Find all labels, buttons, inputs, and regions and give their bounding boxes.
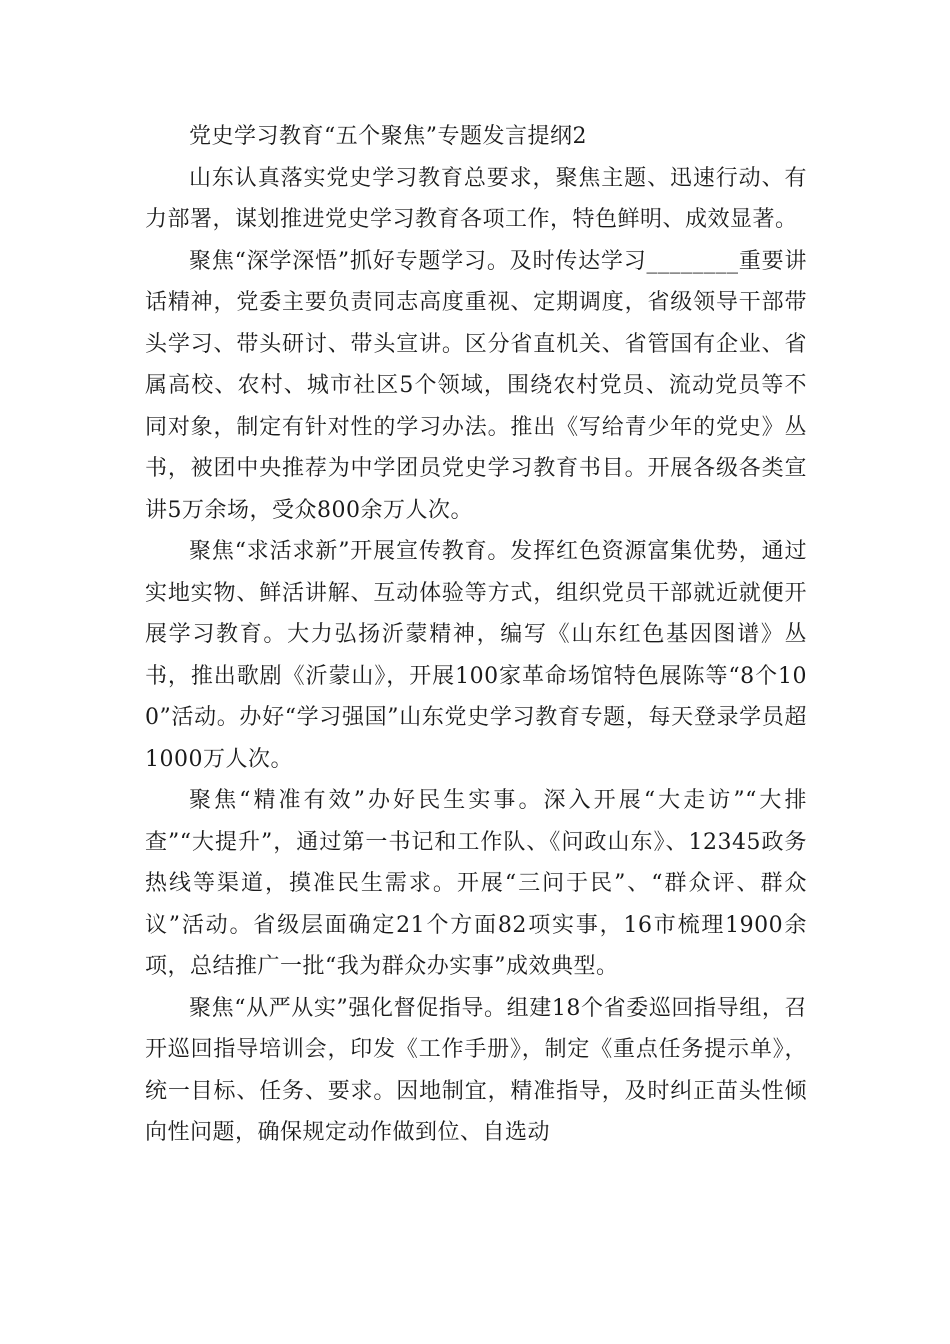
paragraph-supervision: 聚焦“从严从实”强化督促指导。组建18个省委巡回指导组，召开巡回指导培训会，印发《工作手册》，制定《重点任务提示单》，统一目标、任务、要求。因地制宜，精准指导，及时纠正苗头性倾向性问题，确保规定动作做到位、自选动	[145, 995, 807, 1145]
paragraph-livelihood: 聚焦“精准有效”办好民生实事。深入开展“大走访”“大排查”“大提升”，通过第一书记和工作队、《问政山东》、12345政务热线等渠道，摸准民生需求。开展“三问于民”、“群众评、群众议”活动。省级层面确定21个方面82项实事，16市梳理1900余项，总结推广一批“我为群众办实事”成效典型。	[145, 788, 807, 979]
document-title: 党史学习教育“五个聚焦”专题发言提纲2	[189, 124, 587, 149]
document-body	[145, 116, 807, 1154]
paragraph-study: 聚焦“深学深悟”抓好专题学习。及时传达学习________重要讲话精神，党委主要负责同志高度重视、定期调度，省级领导干部带头学习、带头研讨、带头宣讲。区分省直机关、省管国有企业、省属高校、农村、城市社区5个领域，围绕农村党员、流动党员等不同对象，制定有针对性的学习办法。推出《写给青少年的党史》丛书，被团中央推荐为中学团员党史学习教育书目。开展各级各类宣讲5万余场，受众800余万人次。	[145, 248, 807, 523]
paragraph-publicity: 聚焦“求活求新”开展宣传教育。发挥红色资源富集优势，通过实地实物、鲜活讲解、互动体验等方式，组织党员干部就近就便开展学习教育。大力弘扬沂蒙精神，编写《山东红色基因图谱》丛书，推出歌剧《沂蒙山》，开展100家革命场馆特色展陈等“8个100”活动。办好“学习强国”山东党史学习教育专题，每天登录学员超1000万人次。	[145, 539, 807, 772]
paragraph-intro: 山东认真落实党史学习教育总要求，聚焦主题、迅速行动、有力部署，谋划推进党史学习教育各项工作，特色鲜明、成效显著。	[145, 165, 807, 232]
